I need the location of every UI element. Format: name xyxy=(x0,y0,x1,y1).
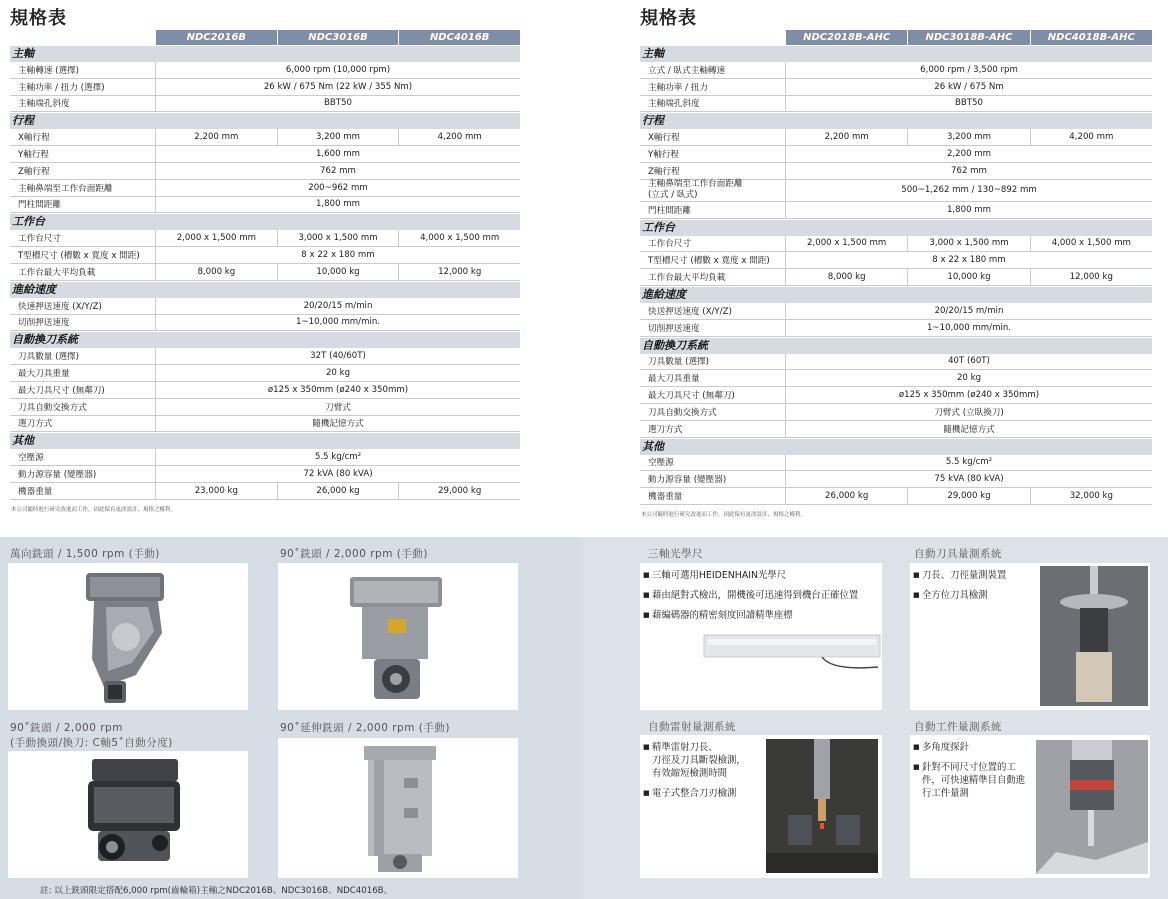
heads-footnote: 註: 以上銑頭限定搭配6,000 rpm(齒輪箱)主軸之NDC2016B、NDC3016B、NDC4016B。 xyxy=(40,886,393,896)
section-header: 主軸 xyxy=(640,46,1152,62)
bullet-item xyxy=(913,741,1035,754)
spec-row xyxy=(10,96,520,113)
spec-value: 23,000 kg xyxy=(155,483,277,499)
spec-value: 1,600 mm xyxy=(155,146,520,162)
spec-label: 立式 / 臥式主軸轉速 xyxy=(648,65,726,76)
spec-row xyxy=(10,146,520,163)
spec-row xyxy=(10,382,520,399)
model-name: NDC3016B xyxy=(278,30,399,45)
spec-value: 26,000 kg xyxy=(785,488,907,504)
work-measure-photo xyxy=(1036,740,1148,874)
spec-label: 工作台最大平均負載 xyxy=(648,273,726,284)
spec-row xyxy=(640,129,1152,146)
spec-row xyxy=(640,320,1152,337)
disclaimer-note: 本公司隨時進行研究改進而工作，因此保有更改設計、規格之權利。 xyxy=(11,506,177,513)
spec-value: 1,800 mm xyxy=(155,197,520,213)
extension-head-title: 90˚延伸銑頭 / 2,000 rpm (手動) xyxy=(280,722,450,734)
spec-value: 500~1,262 mm / 130~892 mm xyxy=(785,180,1152,201)
universal-head-title: 萬向銑頭 / 1,500 rpm (手動) xyxy=(10,548,160,560)
spec-table-left xyxy=(10,8,520,513)
spec-value: 12,000 kg xyxy=(398,264,520,280)
tool-measure-photo xyxy=(1040,566,1148,706)
spec-label: T型槽尺寸 (槽數 x 寬度 x 間距) xyxy=(18,251,140,262)
spec-label: 動力源容量 (變壓器) xyxy=(18,470,97,481)
spec-row xyxy=(640,180,1152,202)
spec-row xyxy=(640,202,1152,219)
bullet-square-icon: ■ xyxy=(913,743,920,751)
spec-value: 200~962 mm xyxy=(155,180,520,196)
spec-row xyxy=(640,62,1152,79)
spec-value: 4,000 x 1,500 mm xyxy=(1030,236,1152,252)
spec-label: 動力源容量 (變壓器) xyxy=(648,475,727,486)
bullet-item xyxy=(913,569,1033,582)
spec-value: 75 kVA (80 kVA) xyxy=(785,471,1152,487)
spec-value: 20 kg xyxy=(785,370,1152,386)
work-measure-bullets xyxy=(913,741,1035,807)
bullet-item xyxy=(643,569,879,582)
spec-row xyxy=(640,455,1152,472)
spec-label: 機器重量 xyxy=(648,492,683,503)
spec-row xyxy=(10,180,520,197)
spec-label: 刀具自動交換方式 xyxy=(648,407,717,418)
spec-label: 刀具數量 (選擇) xyxy=(18,352,79,363)
spec-title: 規格表 xyxy=(640,8,697,29)
spec-label: Y軸行程 xyxy=(648,150,680,161)
spec-label: 空壓源 xyxy=(648,458,674,469)
spec-label: 主軸轉速 (選擇) xyxy=(18,65,79,76)
ninety-auto-head-subtitle: (手動換頭/換刀: C軸5˚自動分度) xyxy=(10,737,173,749)
spec-label: 工作台最大平均負載 xyxy=(18,267,96,278)
bullet-item xyxy=(913,589,1033,602)
spec-row xyxy=(640,404,1152,421)
spec-label: 工作台尺寸 xyxy=(18,234,61,245)
spec-row xyxy=(640,354,1152,371)
spec-value: 762 mm xyxy=(155,163,520,179)
spec-label: 門柱間距離 xyxy=(18,200,61,211)
extension-head-photo xyxy=(278,738,518,878)
bullet-text: 藉編碼器的精密刻度回讀精準座標 xyxy=(652,610,793,621)
spec-value: 8 x 22 x 180 mm xyxy=(155,247,520,263)
bullet-text: 全方位刀具檢測 xyxy=(922,590,988,601)
bullet-item xyxy=(913,761,1035,800)
spec-row xyxy=(640,236,1152,253)
spec-value: 6,000 rpm (10,000 rpm) xyxy=(155,62,520,78)
spec-value: 刀臂式 (立臥換刀) xyxy=(785,404,1152,420)
spec-row xyxy=(10,264,520,281)
spec-label: 主軸端孔斜度 xyxy=(648,99,700,110)
bullet-square-icon: ■ xyxy=(913,763,920,771)
spec-row xyxy=(10,449,520,466)
spec-value: 20 kg xyxy=(155,365,520,381)
bullet-text: 三軸可選用HEIDENHAIN光學尺 xyxy=(652,570,787,581)
spec-row xyxy=(10,247,520,264)
bullet-item xyxy=(643,787,765,800)
spec-row xyxy=(10,348,520,365)
spec-row xyxy=(640,146,1152,163)
spec-table-body xyxy=(640,46,1152,505)
spec-value: 2,200 mm xyxy=(785,129,907,145)
spec-label: 刀具自動交換方式 xyxy=(18,402,87,413)
bullet-square-icon: ■ xyxy=(643,591,650,599)
bullet-text: 藉由絕對式檢出，開機後可迅速得到機台正確位置 xyxy=(652,590,859,601)
spec-value: 29,000 kg xyxy=(907,488,1029,504)
spec-value: 20/20/15 m/min xyxy=(785,303,1152,319)
section-header: 行程 xyxy=(640,113,1152,129)
spec-value: 隨機記憶方式 xyxy=(785,421,1152,437)
ninety-auto-head-title: 90˚銑頭 / 2,000 rpm xyxy=(10,722,123,734)
spec-row xyxy=(640,370,1152,387)
bullet-text: 針對不同尺寸位置的工 件，可快速精準目自動進 行工件量測 xyxy=(922,762,1026,799)
spec-row xyxy=(640,488,1152,505)
spec-row xyxy=(640,471,1152,488)
spec-label: 最大刀具尺寸 (無鄰刀) xyxy=(18,385,105,396)
spec-label: 快送押送速度 (X/Y/Z) xyxy=(648,306,732,317)
spec-value: 4,000 x 1,500 mm xyxy=(398,230,520,246)
bullet-item xyxy=(643,589,879,602)
spec-row xyxy=(10,163,520,180)
spec-value: 3,200 mm xyxy=(907,129,1029,145)
spec-value: 2,200 mm xyxy=(785,146,1152,162)
optical-scale-title: 三軸光學尺 xyxy=(648,548,703,560)
spec-label: 主軸功率 / 扭力 (選擇) xyxy=(18,82,105,93)
spec-value: 3,000 x 1,500 mm xyxy=(907,236,1029,252)
spec-value: 2,000 x 1,500 mm xyxy=(155,230,277,246)
spec-value: 4,200 mm xyxy=(398,129,520,145)
model-header-row xyxy=(10,30,520,45)
spec-value: ø125 x 350mm (ø240 x 350mm) xyxy=(785,387,1152,403)
spec-row xyxy=(640,269,1152,286)
spec-row xyxy=(640,387,1152,404)
spec-table-body xyxy=(10,46,520,500)
bullet-square-icon: ■ xyxy=(913,591,920,599)
bullet-square-icon: ■ xyxy=(643,743,650,751)
spec-row xyxy=(10,466,520,483)
section-header: 主軸 xyxy=(10,46,520,62)
laser-measure-title: 自動雷射量測系統 xyxy=(648,721,736,733)
spec-row xyxy=(10,129,520,146)
section-header: 自動換刀系統 xyxy=(10,332,520,348)
section-header: 其他 xyxy=(640,439,1152,455)
bullet-square-icon: ■ xyxy=(913,571,920,579)
spec-label: 機器重量 xyxy=(18,486,53,497)
spec-title: 規格表 xyxy=(10,8,67,29)
disclaimer-note: 本公司隨時進行研究改進而工作，因此保有更改設計、規格之權利。 xyxy=(641,511,807,518)
section-header: 進給速度 xyxy=(10,282,520,298)
section-header: 工作台 xyxy=(640,220,1152,236)
section-header: 自動換刀系統 xyxy=(640,338,1152,354)
spec-label: 最大刀具重量 xyxy=(18,369,70,380)
spec-value: 26,000 kg xyxy=(277,483,399,499)
spec-row xyxy=(10,365,520,382)
bullet-item xyxy=(643,609,879,622)
spec-value: 2,200 mm xyxy=(155,129,277,145)
model-name: NDC3018B-AHC xyxy=(908,30,1029,45)
spec-value: 2,000 x 1,500 mm xyxy=(785,236,907,252)
spec-value: 26 kW / 675 Nm (22 kW / 355 Nm) xyxy=(155,79,520,95)
spec-label: Z軸行程 xyxy=(648,166,680,177)
section-header: 進給速度 xyxy=(640,287,1152,303)
spec-label: X軸行程 xyxy=(18,133,50,144)
spec-row xyxy=(10,62,520,79)
model-name: NDC4018B-AHC xyxy=(1031,30,1152,45)
spec-label: 選刀方式 xyxy=(648,424,683,435)
spec-value: 762 mm xyxy=(785,163,1152,179)
spec-value: 26 kW / 675 Nm xyxy=(785,79,1152,95)
spec-row xyxy=(10,79,520,96)
spec-label: 切削押送速度 xyxy=(648,323,700,334)
spec-label: 工作台尺寸 xyxy=(648,239,691,250)
spec-label: 門柱間距離 xyxy=(648,205,691,216)
spec-value: 8,000 kg xyxy=(155,264,277,280)
spec-value: 6,000 rpm / 3,500 rpm xyxy=(785,62,1152,78)
spec-label: 刀具數量 (選擇) xyxy=(648,357,709,368)
tool-measure-title: 自動刀具量測系統 xyxy=(914,548,1002,560)
spec-value: 32T (40/60T) xyxy=(155,348,520,364)
bullet-text: 刀長、刀徑量測裝置 xyxy=(922,570,1007,581)
spec-row xyxy=(10,483,520,500)
ninety-manual-head-title: 90˚銑頭 / 2,000 rpm (手動) xyxy=(280,548,428,560)
spec-label: Z軸行程 xyxy=(18,166,50,177)
spec-value: 1~10,000 mm/min. xyxy=(155,315,520,331)
section-header: 行程 xyxy=(10,113,520,129)
spec-row xyxy=(640,252,1152,269)
spec-value: BBT50 xyxy=(155,96,520,112)
spec-row xyxy=(640,163,1152,180)
spec-row xyxy=(640,79,1152,96)
spec-label: 切削押送速度 xyxy=(18,318,70,329)
bullet-square-icon: ■ xyxy=(643,789,650,797)
spec-value: BBT50 xyxy=(785,96,1152,112)
spec-value: 8,000 kg xyxy=(785,269,907,285)
ninety-auto-head-photo xyxy=(8,751,248,878)
spec-row xyxy=(10,230,520,247)
universal-head-photo xyxy=(8,563,248,710)
spec-value: 10,000 kg xyxy=(907,269,1029,285)
spec-label: 最大刀具尺寸 (無鄰刀) xyxy=(648,391,735,402)
ninety-manual-head-photo xyxy=(278,563,518,710)
spec-value: ø125 x 350mm (ø240 x 350mm) xyxy=(155,382,520,398)
spec-row xyxy=(640,421,1152,438)
spec-label: 最大刀具重量 xyxy=(648,374,700,385)
spec-label: 選刀方式 xyxy=(18,419,53,430)
spec-value: 1~10,000 mm/min. xyxy=(785,320,1152,336)
spec-row xyxy=(10,197,520,214)
spec-row xyxy=(640,96,1152,113)
spec-row xyxy=(10,298,520,315)
section-header: 工作台 xyxy=(10,214,520,230)
spec-value: 1,800 mm xyxy=(785,202,1152,218)
laser-measure-photo xyxy=(766,739,878,873)
spec-row xyxy=(10,399,520,416)
bullet-square-icon: ■ xyxy=(643,571,650,579)
section-header: 其他 xyxy=(10,433,520,449)
bullet-item xyxy=(643,741,765,780)
bullet-square-icon: ■ xyxy=(643,611,650,619)
model-header-row xyxy=(640,30,1152,45)
spec-label: 主軸功率 / 扭力 xyxy=(648,82,708,93)
spec-label: 快速押送速度 (X/Y/Z) xyxy=(18,301,102,312)
spec-value: 32,000 kg xyxy=(1030,488,1152,504)
spec-value: 刀臂式 xyxy=(155,399,520,415)
spec-label: 主軸鼻端至工作台面距離 (立式 / 臥式) xyxy=(648,179,743,201)
spec-value: 3,200 mm xyxy=(277,129,399,145)
spec-value: 5.5 kg/cm² xyxy=(785,455,1152,471)
bullet-text: 多角度探針 xyxy=(922,742,969,753)
spec-value: 40T (60T) xyxy=(785,354,1152,370)
spec-value: 10,000 kg xyxy=(277,264,399,280)
spec-label: Y軸行程 xyxy=(18,150,50,161)
spec-row xyxy=(10,315,520,332)
spec-label: T型槽尺寸 (槽數 x 寬度 x 間距) xyxy=(648,256,770,267)
spec-value: 4,200 mm xyxy=(1030,129,1152,145)
spec-value: 8 x 22 x 180 mm xyxy=(785,252,1152,268)
spec-value: 29,000 kg xyxy=(398,483,520,499)
spec-label: 空壓源 xyxy=(18,453,44,464)
spec-row xyxy=(10,416,520,433)
spec-value: 隨機記憶方式 xyxy=(155,416,520,432)
model-name: NDC4016B xyxy=(399,30,520,45)
model-name: NDC2018B-AHC xyxy=(786,30,907,45)
spec-value: 3,000 x 1,500 mm xyxy=(277,230,399,246)
spec-value: 20/20/15 m/min xyxy=(155,298,520,314)
work-measure-title: 自動工件量測系統 xyxy=(914,721,1002,733)
spec-value: 12,000 kg xyxy=(1030,269,1152,285)
bullet-text: 精準雷射刀長、 刀徑及刀具斷裂檢測， 有效縮短檢測時間 xyxy=(652,742,746,779)
spec-value: 5.5 kg/cm² xyxy=(155,449,520,465)
spec-label: 主軸鼻端至工作台面距離 xyxy=(18,183,113,194)
bullet-text: 電子式整合刀刃檢測 xyxy=(652,788,737,799)
spec-table-right xyxy=(640,8,1152,518)
tool-measure-bullets xyxy=(913,569,1033,609)
model-name: NDC2016B xyxy=(156,30,277,45)
spec-label: 主軸端孔斜度 xyxy=(18,99,70,110)
optical-scale-bullets xyxy=(643,569,879,629)
spec-label: X軸行程 xyxy=(648,133,680,144)
laser-measure-bullets xyxy=(643,741,765,807)
spec-value: 72 kVA (80 kVA) xyxy=(155,466,520,482)
spec-row xyxy=(640,303,1152,320)
